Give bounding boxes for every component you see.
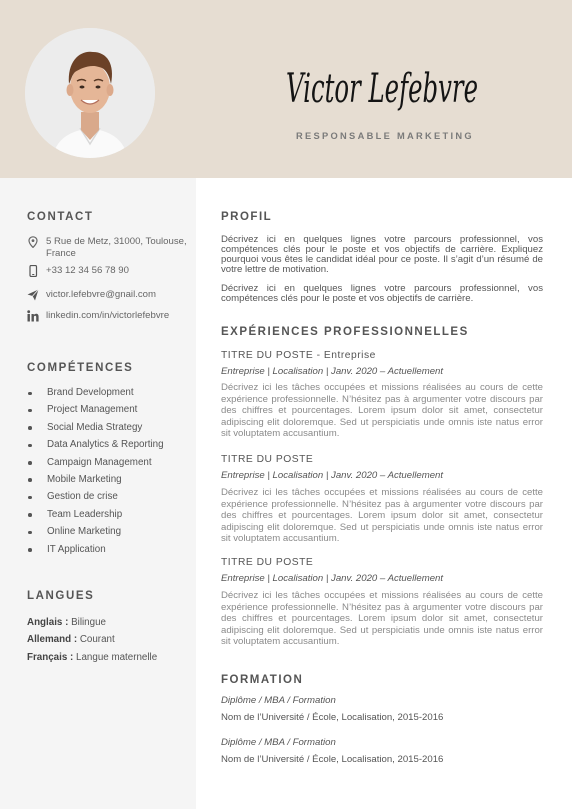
experience-title: TITRE DU POSTE - Entreprise — [221, 350, 376, 361]
list-item: Online Marketing — [27, 526, 192, 543]
language-name: Anglais : — [27, 617, 69, 628]
experience-meta: Entreprise | Localisation | Janv. 2020 – Actuellement — [221, 573, 444, 584]
experience-title: TITRE DU POSTE — [221, 557, 314, 568]
phone-icon — [27, 265, 39, 277]
contact-heading: CONTACT — [27, 211, 94, 223]
language-name: Français : — [27, 652, 74, 663]
email-link[interactable]: victor.lefebvre@gnail.com — [46, 289, 156, 300]
job-title: RESPONSABLE MARKETING — [296, 131, 474, 141]
send-icon — [27, 289, 39, 301]
list-item: Brand Development — [27, 387, 192, 404]
skills-heading: COMPÉTENCES — [27, 362, 134, 374]
list-item: Team Leadership — [27, 509, 192, 526]
education-degree: Diplôme / MBA / Formation — [221, 737, 336, 748]
experience-meta: Entreprise | Localisation | Janv. 2020 – Actuellement — [221, 366, 444, 377]
profile-paragraph: Décrivez ici en quelques lignes votre parcours professionnel, vos compétences clés pour le poste et vos objectifs de carrière. Expliquez pourquoi vous êtes le candidat idéal pour ce poste. Il s’agit d’un résumé de votre lettre de motivation. — [221, 234, 543, 275]
experience-meta: Entreprise | Localisation | Janv. 2020 – Actuellement — [221, 470, 444, 481]
education-school: Nom de l’Université / École, Localisation, 2015-2016 — [221, 754, 444, 765]
skills-list — [27, 387, 192, 561]
linkedin-link[interactable]: linkedin.com/in/victorlefebvre — [46, 310, 170, 321]
phone-text: +33 12 34 56 78 90 — [46, 265, 129, 276]
language-level: Courant — [79, 634, 115, 645]
languages-heading: LANGUES — [27, 590, 95, 602]
name-signature — [284, 40, 484, 124]
resume-header — [0, 0, 572, 178]
full-name: Victor Lefebvre — [286, 66, 478, 112]
experience-title: TITRE DU POSTE — [221, 454, 314, 465]
list-item: Gestion de crise — [27, 491, 192, 508]
experience-description: Décrivez ici les tâches occupées et missions réalisées au cours de cette expérience professionnelle. N’hésitez pas à argumenter votre discours par des chiffres et pourcentages. Lorem ipsum dolor sit amet, consectetur adipiscing elit doloremque. Sed ut perspiciatis unde omnis iste natus error sit voluptatem accusantium. — [221, 487, 543, 545]
address-text: 5 Rue de Metz, 31000, Toulouse, France — [46, 236, 187, 259]
experience-description: Décrivez ici les tâches occupées et missions réalisées au cours de cette expérience professionnelle. N’hésitez pas à argumenter votre discours par des chiffres et pourcentages. Lorem ipsum dolor sit amet, consectetur adipiscing elit doloremque. Sed ut perspiciatis unde omnis iste natus error sit voluptatem accusantium. — [221, 382, 543, 440]
profile-heading: PROFIL — [221, 211, 273, 223]
list-item: Project Management — [27, 404, 192, 421]
language-item — [27, 617, 192, 629]
list-item: IT Application — [27, 544, 192, 561]
language-item — [27, 634, 192, 646]
experience-description: Décrivez ici les tâches occupées et missions réalisées au cours de cette expérience professionnelle. N’hésitez pas à argumenter votre discours par des chiffres et pourcentages. Lorem ipsum dolor sit amet, consectetur adipiscing elit doloremque. Sed ut perspiciatis unde omnis iste natus error sit voluptatem accusantium. — [221, 590, 543, 648]
language-name: Allemand : — [27, 634, 78, 645]
list-item: Social Media Strategy — [27, 422, 192, 439]
language-level: Bilingue — [71, 617, 106, 628]
education-degree: Diplôme / MBA / Formation — [221, 695, 336, 706]
profile-photo-illustration — [25, 28, 155, 158]
language-level: Langue maternelle — [76, 652, 158, 663]
education-heading: FORMATION — [221, 674, 304, 686]
profile-paragraph: Décrivez ici en quelques lignes votre parcours professionnel, vos compétences clés pour le poste et vos objectifs de carrière. — [221, 283, 543, 304]
profile-photo — [25, 28, 155, 158]
language-item — [27, 652, 192, 664]
list-item: Campaign Management — [27, 457, 192, 474]
linkedin-icon — [27, 310, 39, 322]
location-pin-icon — [27, 236, 39, 248]
education-school: Nom de l’Université / École, Localisation, 2015-2016 — [221, 712, 444, 723]
list-item: Data Analytics & Reporting — [27, 439, 192, 456]
list-item: Mobile Marketing — [27, 474, 192, 491]
experience-heading: EXPÉRIENCES PROFESSIONNELLES — [221, 326, 469, 338]
